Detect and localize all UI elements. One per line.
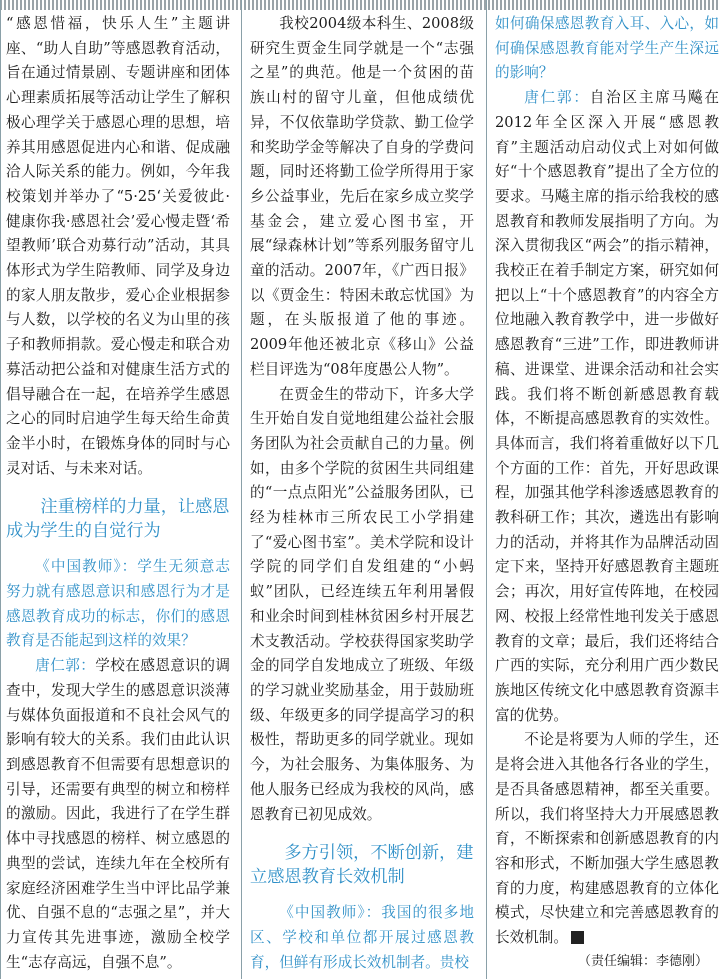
interview-question: 《中国教师》：学生无须意志努力就有感恩意识和感恩行为才是感恩教育成功的标志，你们的感恩教育是否能起到这样的效果？ <box>6 558 230 650</box>
column-3 <box>495 12 719 952</box>
column-divider-1 <box>241 0 242 979</box>
column-2 <box>250 12 474 971</box>
answer-text: 学校在感恩意识的调查中，发现大学生的感恩意识淡薄与媒体负面报道和不良社会风气的影响有较大的关系。我们由此认识到感恩教育不但需要有思想意识的引导，还需要有典型的树立和榜样的激励。因此，我进行了在学生群体中寻找感恩的榜样、树立感恩的典型的尝试，连续九年在全校所有家庭经济困难学生当中评比品学兼优、自强不息的“志强之星”，并大力宣传其先进事迹，激励全校学生“志存高远，自强不息”。 <box>6 657 230 971</box>
column-divider-2 <box>486 0 487 979</box>
answer-text: 自治区主席马飚在2012年全区深入开展“感恩教育”主题活动启动仪式上对如何做好“十个感恩教育”提出了全方位的要求。马飚主席的指示给我校的感恩教育和教师发展指明了方向。为深入贯彻我区“两会”的指示精神，我校正在着手制定方案，研究如何把以上“十个感恩教育”的内容全方位地融入教育教学中，进一步做好感恩教育“三进”工作，即进教师讲稿、进课堂、进课余活动和社会实践。我们将不断创新感恩教育载体，不断提高感恩教育的实效性。具体而言，我们将着重做好以下几个方面的工作：首先，开好思政课程，加强其他学科渗透感恩教育的教科研工作；其次，遴选出有影响力的活动，并将其作为品牌活动固定下来，坚持开好感恩教育主题班会；再次，用好宣传阵地，在校园网、校报上经常性地刊发关于感恩教育的文章；最后，我们还将结合广西的实际，充分利用广西少数民族地区传统文化中感恩教育资源丰富的优势。 <box>495 89 719 724</box>
interview-answer <box>6 654 230 975</box>
paragraph: “感恩惜福，快乐人生”主题讲座、“助人自助”等感恩教育活动，旨在通过情景剧、专题讲座和团体心理素质拓展等活动让学生了解积极心理学关于感恩心理的思想，培养其用感恩促进内心和谐、促成融洽人际关系的能力。例如，今年我校策划并举办了“5·25‘关爱彼此·健康你我·感恩社会’爱心慢走暨‘希望教师’联合劝募行动”活动，其具体形式为学生陪教师、同学及身边的家人朋友散步，爱心企业根据参与人数，以学校的名义为山里的孩子和教师捐款。爱心慢走和联合劝募活动把公益和对健康生活方式的倡导融合在一起，在培养学生感恩之心的同时启迪学生每天给生命黄金半小时，在锻炼身体的同时与心灵对话、与未来对话。 <box>6 15 230 477</box>
interview-answer <box>495 86 719 728</box>
speaker-label: 唐仁郭： <box>524 89 590 107</box>
left-edge-rule <box>0 0 1 979</box>
speaker-label: 唐仁郭： <box>35 657 96 675</box>
editor-credit: （责任编辑：李德刚） <box>577 954 708 969</box>
column-1 <box>6 12 230 971</box>
interview-question: 《中国教师》：我国的很多地区、学校和单位都开展过感恩教育，但鲜有形成长效机制者。贵校 <box>250 904 474 971</box>
closing-paragraph <box>495 728 719 950</box>
section-heading: 注重榜样的力量，让感恩成为学生的自觉行为 <box>6 497 230 542</box>
section-heading: 多方引领，不断创新，建立感恩教育长效机制 <box>250 843 474 888</box>
paragraph: 在贾金生的带动下，许多大学生开始自发自觉地组建公益社会服务团队为社会贡献自己的力量。例如，由多个学院的贫困生共同组建的“一点点阳光”公益服务团队，已经为桂林市三所农民工小学捐建了“爱心图书室”。美术学院和设计学院的同学们自发组建的“小蚂蚁”团队，已经连续五年利用暑假和业余时间到桂林贫困乡村开展艺术支教活动。学校获得国家奖助学金的同学自发地成立了班级、年级的学习就业奖励基金，用于鼓励班级、年级更多的同学提高学习的积极性，帮助更多的同学就业。现如今，为社会服务、为集体服务、为他人服务已经成为我校的风尚，感恩教育已初见成效。 <box>250 385 474 823</box>
top-border <box>0 0 718 10</box>
end-mark-icon <box>571 931 584 944</box>
paragraph: 我校2004级本科生、2008级研究生贾金生同学就是一个“志强之星”的典范。他是一个贫困的苗族山村的留守儿童，但他成绩优异，不仅依靠助学贷款、勤工俭学和奖助学金等解决了自身的学费问题，同时还将勤工俭学所得用于家乡公益事业，先后在家乡成立奖学基金会，建立爱心图书室，开展“绿森林计划”等系列服务留守儿童的活动。2007年，《广西日报》以《贾金生：特困未敢忘忧国》为题，在头版报道了他的事迹。2009年他还被北京《移山》公益栏目评选为“08年度愚公人物”。 <box>250 15 474 378</box>
interview-question-continued: 如何确保感恩教育入耳、入心，如何确保感恩教育能对学生产生深远的影响？ <box>495 15 719 82</box>
closing-text: 不论是将要为人师的学生，还是将会进入其他各行各业的学生，是否具备感恩精神，都至关重要。所以，我们将坚持大力开展感恩教育，不断探索和创新感恩教育的内容和形式，不断加强大学生感恩教育的力度，构建感恩教育的立体化模式，尽快建立和完善感恩教育的长效机制。 <box>495 731 719 947</box>
